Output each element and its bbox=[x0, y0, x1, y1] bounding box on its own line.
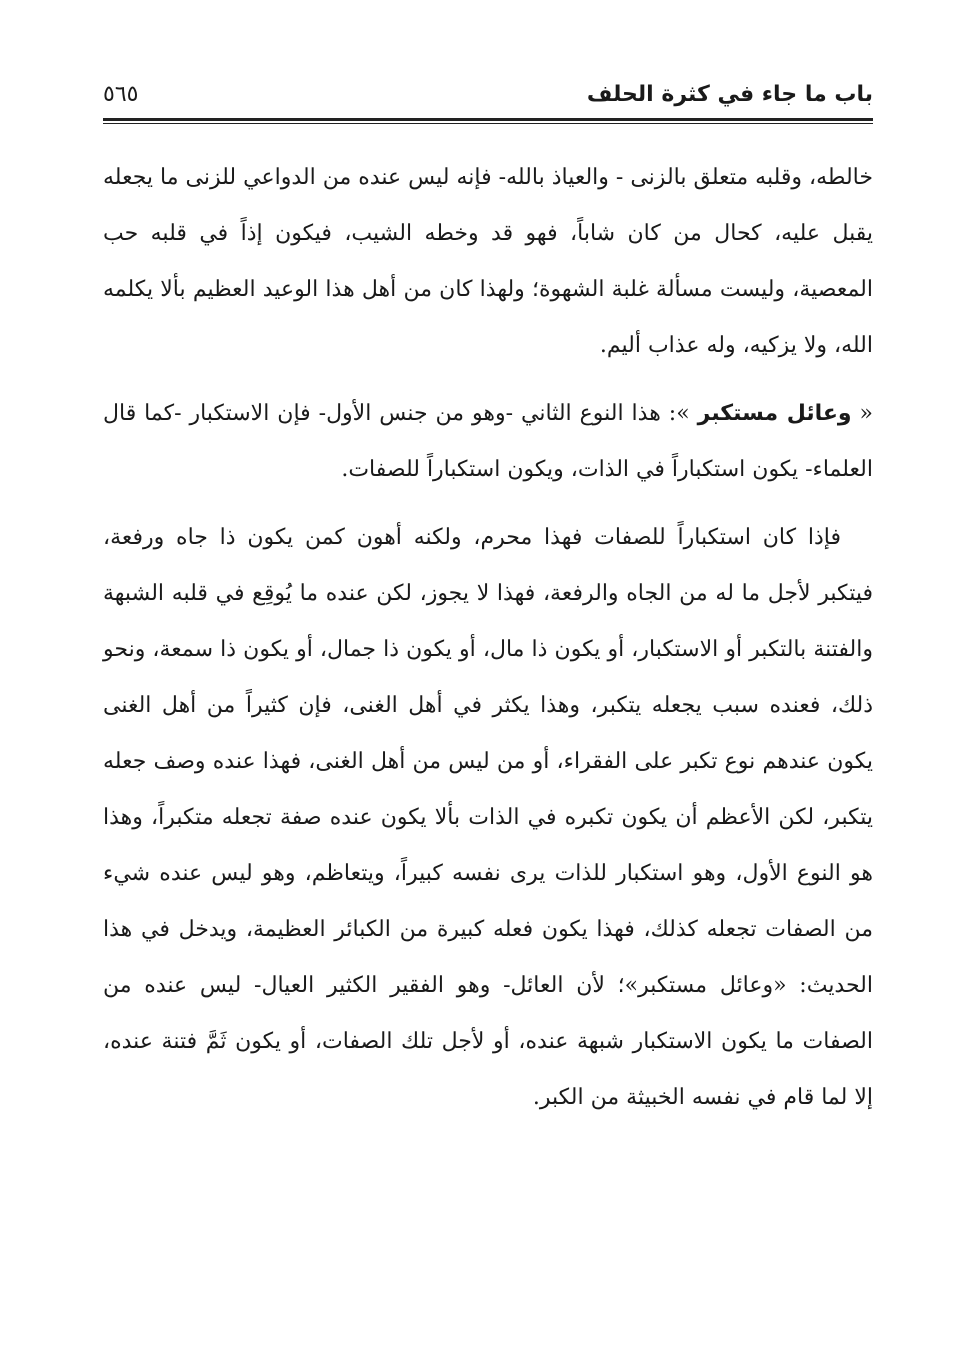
header-rule-thick bbox=[103, 118, 873, 121]
close-quote: » bbox=[676, 401, 698, 426]
paragraph-1: خالطه، وقلبه متعلق بالزنى - والعياذ بالله- فإنه ليس عنده من الدواعي للزنى ما يجعله يقبل عليه، كحال من كان شاباً، فهو قد وخطه الشيب، فيكون إذاً في قلبه حب المعصية، وليست مسألة غلبة الشهوة؛ ولهذا كان من أهل هذا الوعيد العظيم بألا يكلمه الله، ولا يزكيه، وله عذاب أليم. bbox=[103, 165, 873, 358]
paragraph-2 bbox=[103, 386, 873, 498]
running-header-title: باب ما جاء في كثرة الحلف bbox=[586, 82, 873, 107]
paragraph-3: فإذا كان استكباراً للصفات فهذا محرم، ولكنه أهون كمن يكون ذا جاه ورفعة، فيتكبر لأجل ما له من الجاه والرفعة، فهذا لا يجوز، لكن عنده ما يُوقِع في قلبه الشبهة والفتنة بالتكبر أو الاستكبار، أو يكون ذا مال، أو يكون ذا جمال، أو يكون ذا سمعة، ونحو ذلك، فعنده سبب يجعله يتكبر، وهذا يكثر في أهل الغنى، فإن كثيراً من أهل الغنى يكون عندهم نوع تكبر على الفقراء، أو من ليس من أهل الغنى، فهذا عنده وصف جعله يتكبر، لكن الأعظم أن يكون تكبره في الذات بألا يكون عنده صفة تجعله متكبراً، وهذا هو النوع الأول، وهو استكبار للذات يرى نفسه كبيراً، ويتعاظم، وهو ليس عنده شيء من الصفات تجعله كذلك، فهذا يكون فعله كبيرة من الكبائر العظيمة، ويدخل في هذا الحديث: «وعائل مستكبر»؛ لأن العائل- وهو الفقير الكثير العيال- ليس عنده من الصفات ما يكون الاستكبار شبهة عنده، أو لأجل تلك الصفات، أو يكون ثَمَّ فتنة عنده، إلا لما قام في نفسه الخبيثة من الكبر. bbox=[103, 525, 873, 1110]
page-number: ٥٦٥ bbox=[103, 82, 139, 107]
page-header bbox=[103, 78, 873, 114]
paragraph-2-text: : هذا النوع الثاني -وهو من جنس الأول- فإن الاستكبار -كما قال العلماء- يكون استكباراً في الذات، ويكون استكباراً للصفات. bbox=[103, 401, 873, 482]
open-quote: « bbox=[851, 401, 874, 426]
header-rule-thin bbox=[103, 123, 873, 124]
body-text bbox=[103, 150, 873, 1138]
hadith-phrase: وعائل مستكبر bbox=[697, 401, 852, 426]
